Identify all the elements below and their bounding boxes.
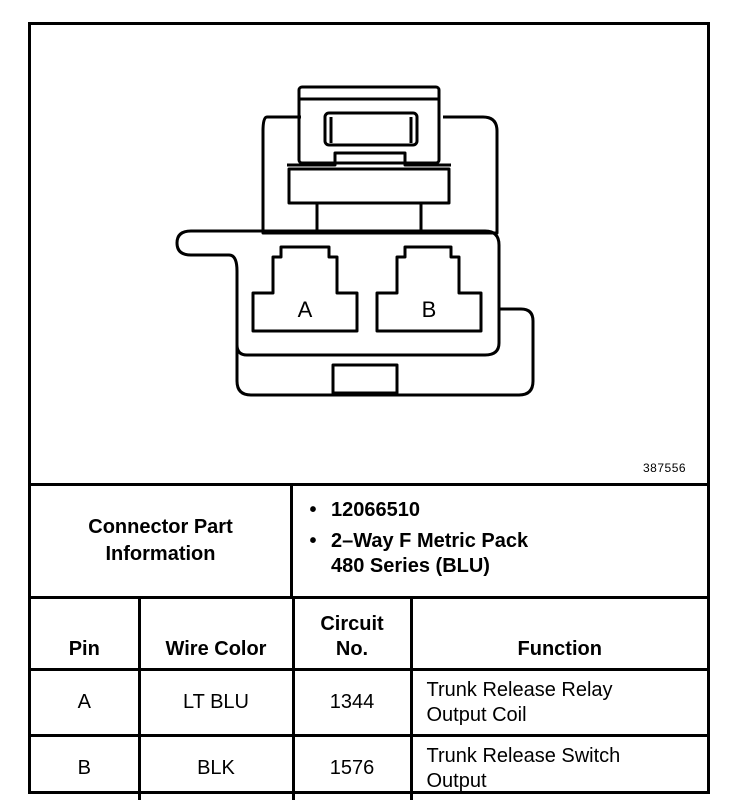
function-line: Trunk Release Switch (426, 744, 621, 767)
cell-function (411, 736, 707, 801)
connector-latch-rail (289, 169, 449, 203)
cavity-b-label: B (421, 297, 437, 322)
cell-function (411, 670, 707, 736)
header-pin: Pin (31, 598, 139, 670)
table-header-row (31, 598, 707, 670)
cell-pin: A (31, 670, 139, 736)
function-line: Output Coil (426, 703, 527, 726)
cavity-a-label: A (297, 297, 313, 322)
figure-id: 387556 (643, 461, 687, 475)
cell-pin: B (31, 736, 139, 801)
info-label-line: Connector Part (88, 516, 233, 538)
pin-table (31, 596, 707, 800)
info-label-line: Information (105, 543, 216, 565)
connector-info-row (31, 483, 707, 596)
info-item (295, 498, 695, 523)
connector-type-line: 2–Way F Metric Pack (331, 530, 529, 552)
header-circuit-line: No. (335, 638, 369, 660)
part-number: 12066510 (331, 499, 420, 521)
table-row (31, 736, 707, 801)
connector-illustration (31, 25, 707, 483)
connector-drawing (31, 25, 707, 483)
header-function: Function (411, 598, 707, 670)
connector-lower-body (237, 309, 533, 395)
cell-circuit: 1344 (293, 670, 411, 736)
connector-info-list (295, 498, 695, 585)
function-line: Trunk Release Relay (426, 678, 613, 701)
connector-type-line: 480 Series (BLU) (331, 555, 490, 577)
connector-key (333, 365, 397, 393)
function-line: Output (426, 769, 487, 792)
connector-info-label (31, 486, 293, 596)
bullet-icon: • (309, 499, 317, 521)
header-circuit (293, 598, 411, 670)
cell-wire-color: LT BLU (139, 670, 293, 736)
header-wire-color: Wire Color (139, 598, 293, 670)
cell-circuit: 1576 (293, 736, 411, 801)
header-circuit-line: Circuit (320, 613, 384, 635)
cell-wire-color: BLK (139, 736, 293, 801)
bullet-icon: • (309, 530, 317, 552)
table-row (31, 670, 707, 736)
connector-figure-frame (28, 22, 710, 794)
info-item (295, 529, 695, 579)
